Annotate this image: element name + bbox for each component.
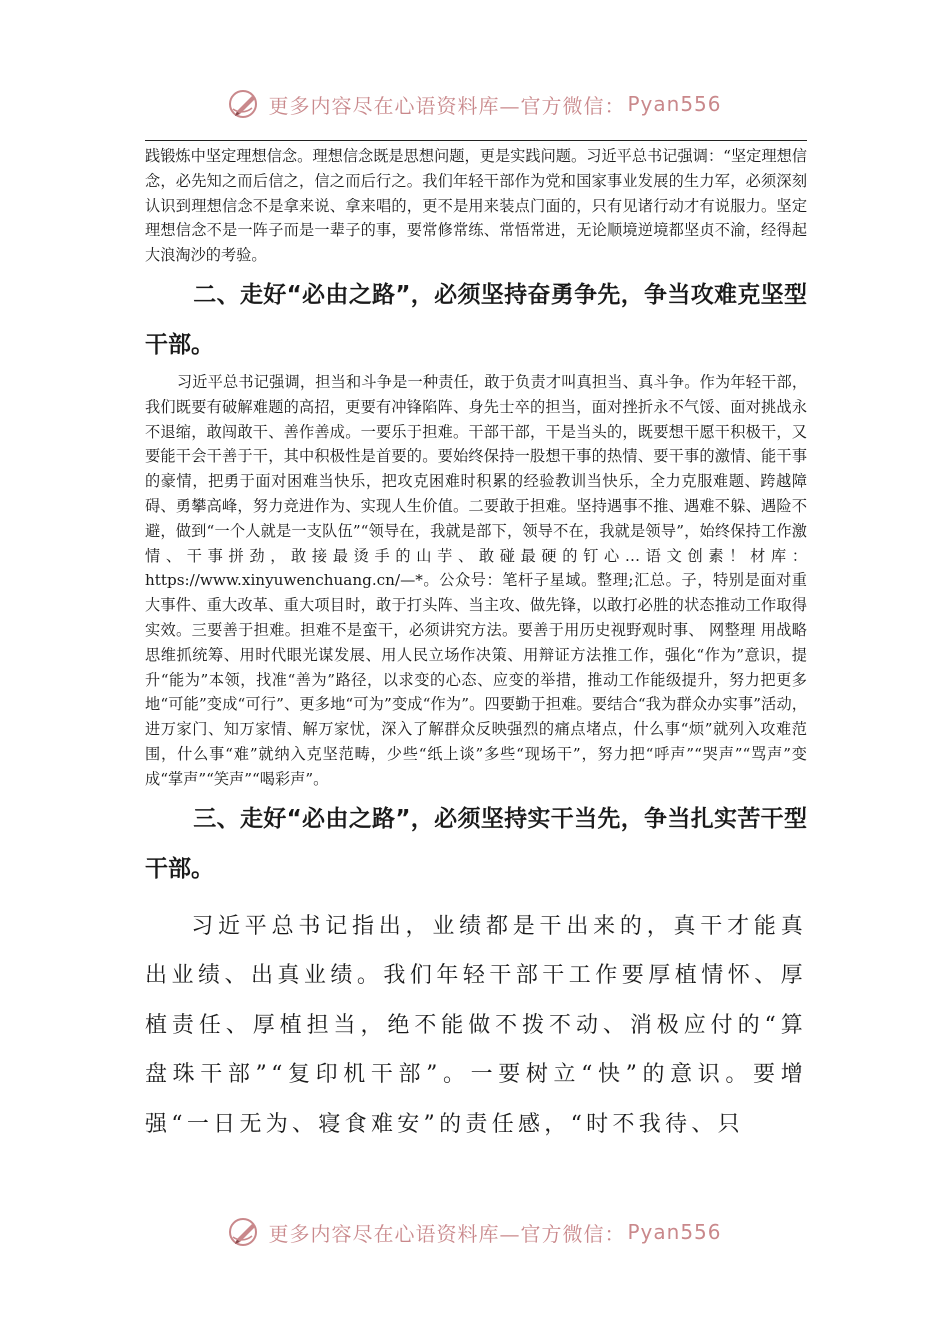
header-banner xyxy=(0,84,950,124)
paragraph-section-3: 习近平总书记指出，业绩都是干出来的，真干才能真出业绩、出真业绩。我们年轻干部干工作要厚植情怀、厚植责任、厚植担当，绝不能做不拨不动、消极应付的“算盘珠干部”“复印机干部”。一要树立“快”的意识。要增强“一日无为、寝食难安”的责任感，“时不我待、只 xyxy=(145,913,807,1137)
document-body xyxy=(145,144,807,1149)
header-rule xyxy=(145,140,807,141)
footer-banner xyxy=(0,1212,950,1252)
section-heading-2: 二、走好“必由之路”，必须坚持奋勇争先，争当攻难克坚型干部。 xyxy=(145,281,807,358)
pen-circle-icon xyxy=(228,87,262,121)
footer-banner-text: 更多内容尽在心语资料库—官方微信： xyxy=(268,1221,626,1246)
header-banner-text: 更多内容尽在心语资料库—官方微信： xyxy=(268,93,626,118)
paragraph-continuation: 践锻炼中坚定理想信念。理想信念既是思想问题，更是实践问题。习近平总书记强调：“坚定理想信念，必先知之而后信之，信之而后行之。我们年轻干部作为党和国家事业发展的生力军，必须深刻认识到理想信念不是拿来说、拿来唱的，更不是用来装点门面的，只有见诸行动才有说服力。坚定理想信念不是一阵子而是一辈子的事，要常修常练、常悟常进，无论顺境逆境都坚贞不渝，经得起大浪淘沙的考验。 xyxy=(145,147,807,265)
header-banner-wechat: Pyan556 xyxy=(627,92,722,116)
footer-banner-wechat: Pyan556 xyxy=(627,1220,722,1244)
section-heading-3: 三、走好“必由之路”，必须坚持实干当先，争当扎实苦干型干部。 xyxy=(145,805,807,882)
paragraph-section-2: 习近平总书记强调，担当和斗争是一种责任，敢于负责才叫真担当、真斗争。作为年轻干部，我们既要有破解难题的高招，更要有冲锋陷阵、身先士卒的担当，面对挫折永不气馁、面对挑战永不退缩，敢闯敢干、善作善成。一要乐于担难。干部干部，干是当头的，既要想干愿干积极干，又要能干会干善于干，其中积极性是首要的。要始终保持一股想干事的热情、要干事的激情、能干事的豪情，把勇于面对困难当快乐，把攻克困难时积累的经验教训当快乐，全力克服难题、跨越障碍、勇攀高峰，努力竞进作为、实现人生价值。二要敢于担难。坚持遇事不推、遇难不躲、遇险不避，做到“一个人就是一支队伍”“领导在，我就是部下，领导不在，我就是领导”，始终保持工作激情、干事拼劲，敢接最烫手的山芋、敢碰最硬的钉心…语文创素！材库：https://www.xinyuwenchuang.cn/—*。公众号：笔杆子星域。整理;汇总。子，特别是面对重大事件、重大改革、重大项目时，敢于打头阵、当主攻、做先锋，以敢打必胜的状态推动工作取得实效。三要善于担难。担难不是蛮干，必须讲究方法。要善于用历史视野观时事、 网整理 用战略思维抓统筹、用时代眼光谋发展、用人民立场作决策、用辩证方法推工作，强化“作为”意识，提升“能为”本领，找准“善为”路径，以求变的心态、应变的举措，推动工作能级提升，努力把更多地“可能”变成“可行”、更多地“可为”变成“作为”。四要勤于担难。要结合“我为群众办实事”活动，进万家门、知万家情、解万家忧，深入了解群众反映强烈的痛点堵点，什么事“烦”就列入攻难范围，什么事“难”就纳入克坚范畴，少些“纸上谈”多些“现场干”，努力把“呼声”“哭声”“骂声”变成“掌声”“笑声”“喝彩声”。 xyxy=(145,372,807,788)
pen-circle-icon xyxy=(228,1215,262,1249)
